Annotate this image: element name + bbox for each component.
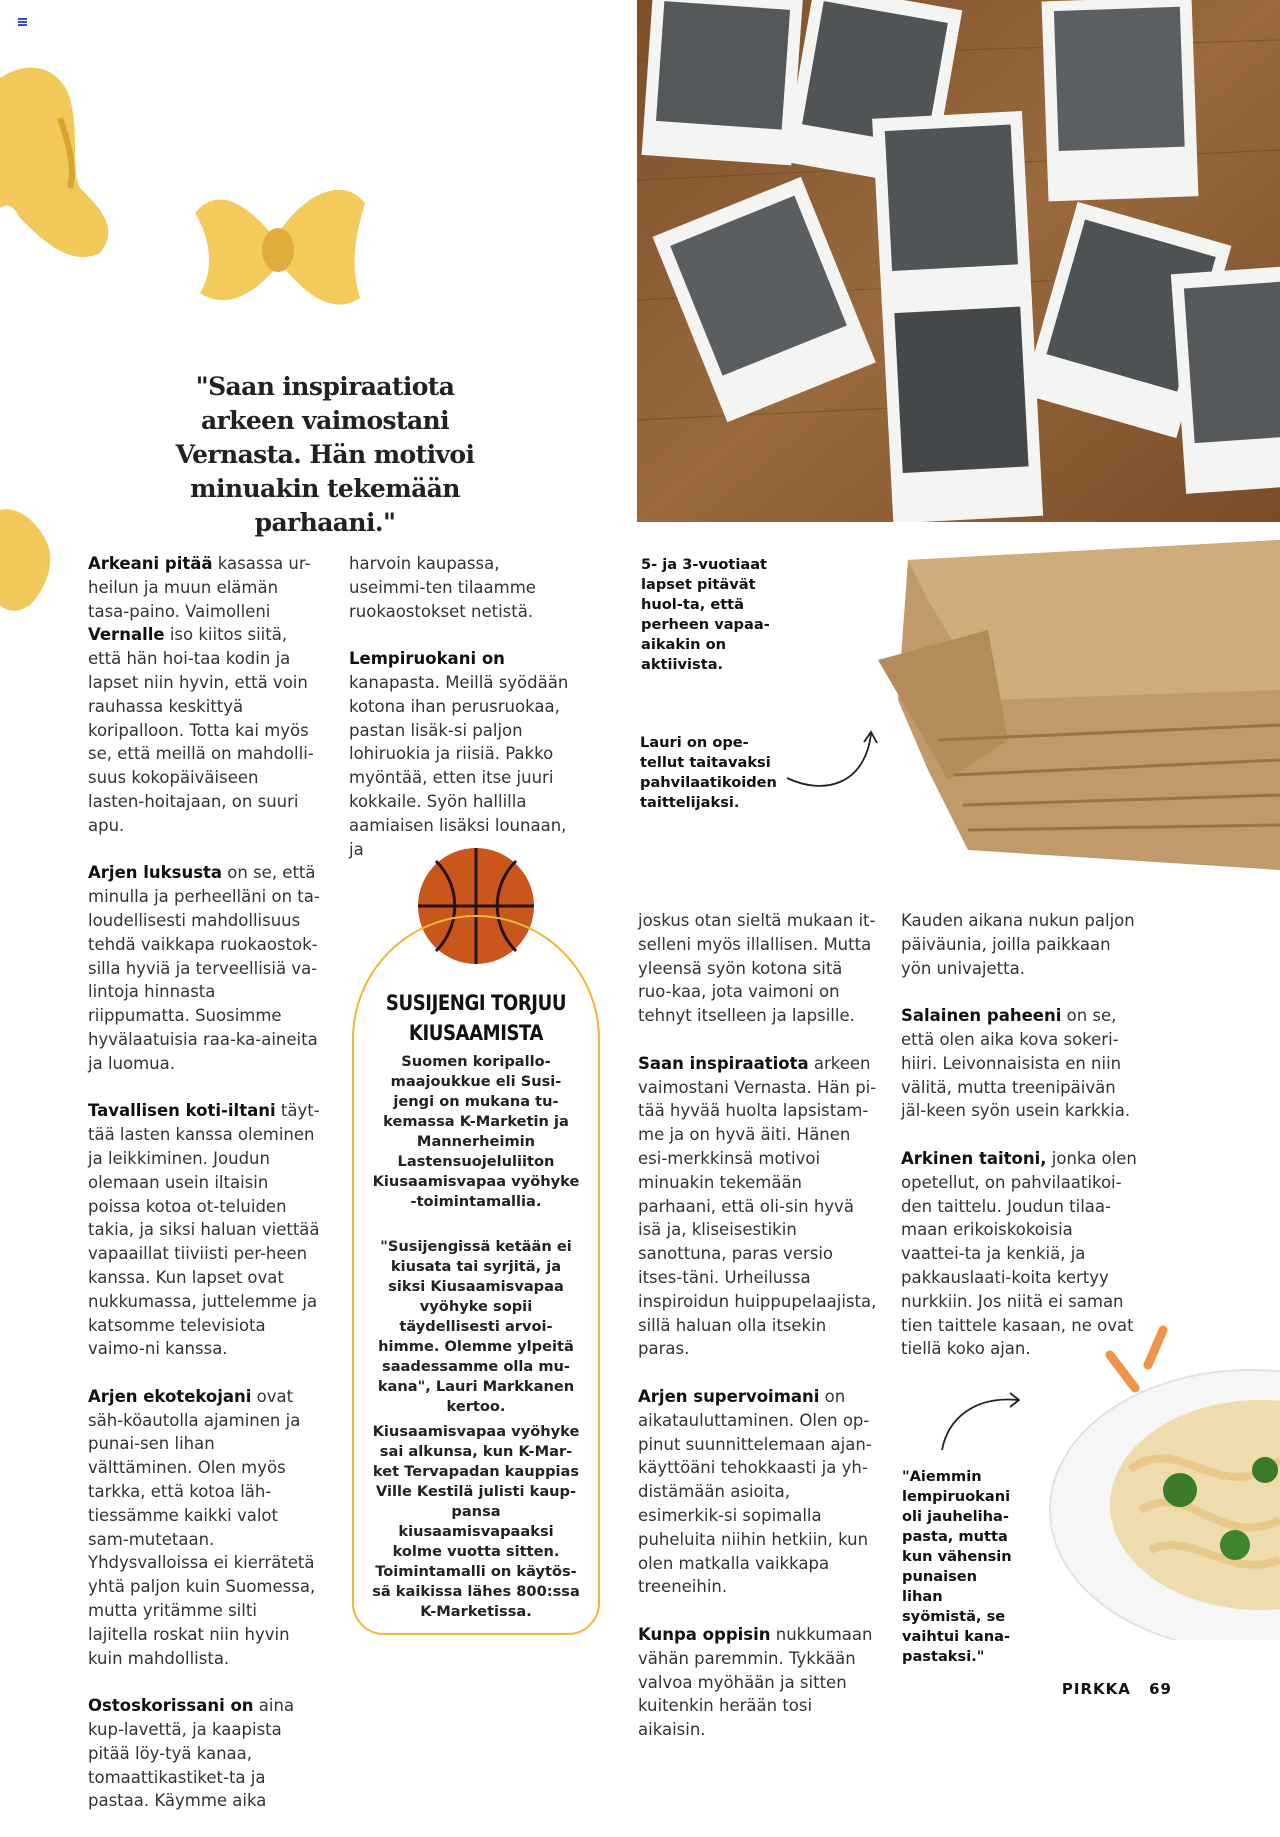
farfalle-pasta-image: [0, 505, 55, 615]
paragraph: Salainen paheeni on se, että olen aika kova sokeri-hiiri. Leivonnaisista en niin välitä, mutta treenipäivän jäl-keen syön usein karkkia.: [901, 1006, 1131, 1121]
article-column-2: [349, 552, 581, 885]
photo-caption-cardboard: Lauri on ope-tellut taitavaksi pahvilaatikoiden taittelijaksi.: [640, 734, 777, 811]
paragraph: Saan inspiraatiota arkeen vaimostani Vernasta. Hän pi-tää hyvää huolta lapsistam-me ja on hyvä äiti. Hänen esi-merkkinsä motivoi minuakin tekemään parhaani, että oli-sin hyvä isä ja, kliseisestikin sanottuna, paras versio itses-täni. Urheilussa inspiroidun huippupelaajista, sillä haluan olla itsekin paras.: [638, 1053, 877, 1359]
paragraph: Kunpa oppisin nukkumaan vähän paremmin. Tykkään valvoa myöhään ja sitten kuitenkin herään tosi aikaisin.: [638, 1624, 873, 1740]
article-column-1: [88, 552, 320, 1837]
paragraph: Arjen supervoimani on aikatauluttaminen. Olen op-pinut suunnittelemaan ajan-käyttöäni tehokkaasti ja yh-distämään asioita, esimerkik-si sopimalla puheluita niihin hetkiin, kun olen matkalla vaikkapa treeneihin.: [638, 1386, 872, 1597]
paragraph: Lempiruokani on kanapasta. Meillä syödään kotona ihan perusruokaa, pastan lisäk-si paljon lohiruokia ja riisiä. Pakko myöntää, etten itse juuri kokkaile. Syön hallilla aamiaisen lisäksi lounaan, ja: [349, 649, 569, 859]
paragraph: Arkinen taitoni, jonka olen opetellut, on pahvilaatikoi-den taittelu. Joudun tilaa-maan erikoiskokoisia vaattei-ta ja kenkiä, ja pakkauslaati-koita kertyy nurkkiin. Jos niitä ei saman tien taittele kasaan, ne ovat tiellä koko ajan.: [901, 1148, 1137, 1359]
paragraph: Arkeani pitää kasassa ur-heilun ja muun elämän tasa-paino. Vaimolleni Vernalle iso kiitos siitä, että hän hoi-taa kodin ja lapset niin hyvin, että voin rauhassa keskittyä koripalloon. Totta kai myös se, että meillä on mahdolli-suus kokopäiväiseen lasten-hoitajaan, on suuri apu.: [88, 554, 314, 835]
pull-quote: "Saan inspiraatiota arkeen vaimostani Vernasta. Hän motivoi minuakin tekemään parhaani.": [175, 372, 475, 537]
article-column-4: [901, 909, 1137, 1385]
page-footer: [1062, 1680, 1172, 1698]
info-box-outro: Kiusaamisvapaa vyöhyke sai alkunsa, kun K-Mar-ket Tervapadan kauppias Ville Kestilä julisti kaup-pansa kiusaamisvapaaksi kolme vuotta sitten. Toimintamalli on käytös-sä kaikissa lähes 800:ssa K-Marketissa.: [372, 1423, 580, 1620]
paragraph: Arjen luksusta on se, että minulla ja perheelläni on ta-loudellisesti mahdollisuus tehdä vaikkapa ruokaostok-silla hyviä ja terveellisiä va-lintoja hinnasta riippumatta. Suosimme hyvälaatuisia raa-ka-aineita ja luomua.: [88, 863, 320, 1073]
info-box-title: SUSIJENGI TORJUU KIUSAAMISTA: [385, 991, 567, 1045]
paragraph: harvoin kaupassa, useimmi-ten tilaamme ruokaostokset netistä.: [349, 554, 536, 621]
photo-caption-pasta: "Aiemmin lempiruokani oli jauheliha-pasta, mutta kun vähensin punaisen lihan syömistä, se vaihtui kana-pastaksi.": [902, 1468, 1012, 1665]
instant-photos-image: [637, 0, 1280, 522]
magazine-name: PIRKKA: [1061, 1680, 1131, 1698]
info-box-quote: "Susijengissä ketään ei kiusata tai syrjitä, ja siksi Kiusaamisvapaa vyöhyke sopii täydellisesti arvoi-himme. Olemme ylpeitä saadessamme olla mu-kana", Lauri Markkanen kertoo.: [377, 1238, 575, 1415]
farfalle-pasta-image: [0, 58, 130, 258]
paragraph: Arjen ekotekojani ovat säh-köautolla ajaminen ja punai-sen lihan välttäminen. Olen myös tarkka, että kotoa läh-tiessämme kaikki valot sam-mutetaan. Yhdysvalloissa ei kierrätetä yhtä paljon kuin Suomessa, mutta yritämme silti lajitella roskat niin hyvin kuin mahdollista.: [88, 1386, 316, 1668]
menu-mark: [18, 18, 27, 26]
paragraph: joskus otan sieltä mukaan it-selleni myös illallisen. Mutta yleensä syön kotona sitä ruo-kaa, jota vaimoni on tehnyt itselleen ja lapsille.: [638, 911, 876, 1026]
paragraph: Kauden aikana nukun paljon päiväunia, joilla paikkaan yön univajetta.: [901, 911, 1135, 978]
paragraph: Ostoskorissani on aina kup-lavettä, ja kaapista pitää löy-tyä kanaa, tomaattikastiket-ta ja pastaa. Käymme aika: [88, 1696, 295, 1811]
page-number: 69: [1149, 1680, 1172, 1698]
farfalle-pasta-image: [190, 168, 370, 318]
cardboard-boxes-image: [868, 540, 1280, 870]
article-column-3: [638, 909, 878, 1766]
info-box-intro: Suomen koripallo-maajoukkue eli Susi-jengi on mukana tu-kemassa K-Marketin ja Mannerheimin Lastensuojeluliiton Kiusaamisvapaa vyöhyke -toimintamallia.: [372, 1053, 580, 1210]
arrow-icon: [940, 1388, 1020, 1454]
paragraph: Tavallisen koti-iltani täyt-tää lasten kanssa oleminen ja leikkiminen. Joudun olemaan usein iltaisin poissa kotoa ot-teluiden takia, ja siksi haluan viettää vapaaillat tiiviisti per-heen kanssa. Kun lapset ovat nukkumassa, juttelemme ja katsomme televisiota vaimo-ni kanssa.: [88, 1101, 320, 1359]
arrow-icon: [785, 728, 885, 794]
photo-caption-kids: 5- ja 3-vuotiaat lapset pitävät huol-ta, että perheen vapaa-aikakin on aktiivista.: [641, 556, 770, 673]
